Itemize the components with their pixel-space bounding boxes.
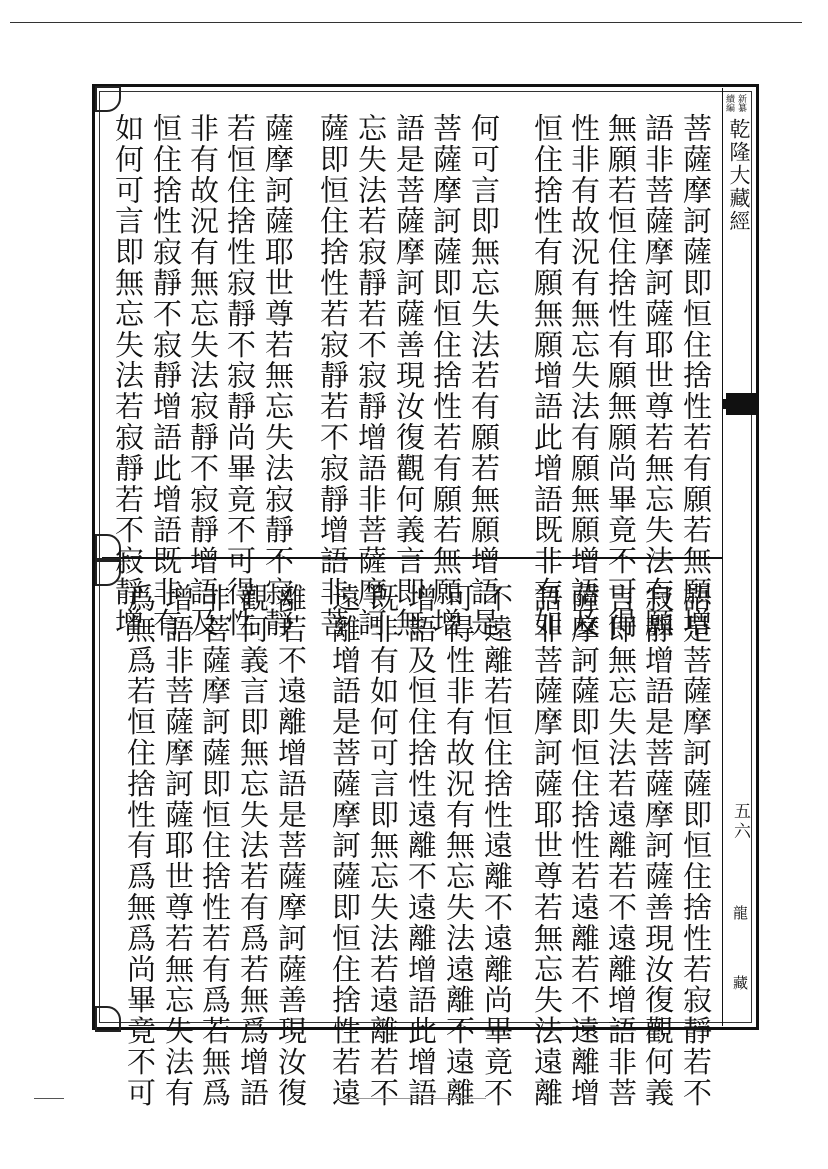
lower-text-column: 言即無忘失法若遠離若不遠離增語非菩 [604, 583, 638, 1109]
upper-text-column: 恒住捨性有願無願增語此增語既非有如 [530, 113, 564, 639]
page-tab-marker [726, 393, 756, 415]
lower-text-column: 觀何義言即無忘失法若有爲若無爲增語 [236, 583, 270, 1109]
lower-text-column: 遠離增語是菩薩摩訶薩即恒住捨性若遠 [328, 583, 362, 1109]
lower-text-column: 不遠離若恒住捨性遠離不遠離尚畢竟不 [480, 583, 514, 1109]
top-rule [10, 22, 802, 23]
upper-text-column: 語非菩薩摩訶薩耶世尊若無忘失法有願 [641, 113, 675, 639]
upper-text-column: 若恒住捨性寂靜不寂靜尚畢竟不可得性 [223, 113, 257, 639]
lower-text-column: 增語非菩薩摩訶薩耶世尊若無忘失法有 [161, 583, 195, 1109]
edition-mark-bottom: 藏 [731, 975, 749, 990]
upper-text-column: 無願若恒住捨性有願無願尚畢竟不可得 [604, 113, 638, 639]
lower-text-column: 薩摩訶薩即恒住捨性若遠離若不遠離增 [567, 583, 601, 1109]
scan-mark-left [34, 1098, 64, 1099]
upper-text-column: 菩薩摩訶薩即恒住捨性若有願若無願增 [679, 113, 713, 639]
lower-text-column: 非菩薩摩訶薩即恒住捨性若有爲若無爲 [198, 583, 232, 1109]
lower-text-column: 語非菩薩摩訶薩耶世尊若無忘失法遠離 [530, 583, 564, 1109]
upper-text-column: 薩即恒住捨性若寂靜若不寂靜增語非菩 [316, 113, 350, 639]
margin-line [722, 88, 723, 1026]
lower-text-column: 爲無爲若恒住捨性有爲無爲尚畢竟不可 [123, 583, 157, 1109]
collection-title: 乾隆大藏經 [727, 118, 751, 233]
series-label-small-1: 新纂 [736, 94, 746, 112]
page-number: 五六 [730, 802, 750, 842]
scan-mark-center [336, 1098, 486, 1099]
upper-text-column: 何可言即無忘失法若有願若無願增語是 [467, 113, 501, 639]
lower-text-column: 既非有如何可言即無忘失法若遠離若不 [366, 583, 400, 1109]
upper-text-column: 語是菩薩摩訶薩善現汝復觀何義言即無 [392, 113, 426, 639]
upper-text-column: 如何可言即無忘失法若寂靜若不寂靜增 [111, 113, 145, 639]
lower-text-column: 增語及恒住捨性遠離不遠離增語此增語 [404, 583, 438, 1109]
upper-text-column: 菩薩摩訶薩即恒住捨性若有願若無願增 [429, 113, 463, 639]
upper-text-column: 性非有故況有無忘失法有願無願增語及 [567, 113, 601, 639]
upper-text-column: 恒住捨性寂靜不寂靜增語此增語既非有 [149, 113, 183, 639]
upper-text-column: 薩摩訶薩耶世尊若無忘失法寂靜不寂靜 [261, 113, 295, 639]
upper-text-column: 非有故況有無忘失法寂靜不寂靜增語及 [186, 113, 220, 639]
upper-text-column: 忘失法若寂靜若不寂靜增語非菩薩摩訶 [354, 113, 388, 639]
lower-text-column: 可得性非有故況有無忘失法遠離不遠離 [442, 583, 476, 1109]
series-label-small-2: 續編 [724, 94, 734, 112]
corner-ornament-bottom [95, 1006, 121, 1032]
lower-text-column: 離若不遠離增語是菩薩摩訶薩善現汝復 [274, 583, 308, 1109]
edition-mark-top: 龍 [731, 905, 749, 920]
lower-text-column: 語是菩薩摩訶薩即恒住捨性若寂靜若不 [679, 583, 713, 1109]
lower-text-column: 寂靜增語是菩薩摩訶薩善現汝復觀何義 [641, 583, 675, 1109]
